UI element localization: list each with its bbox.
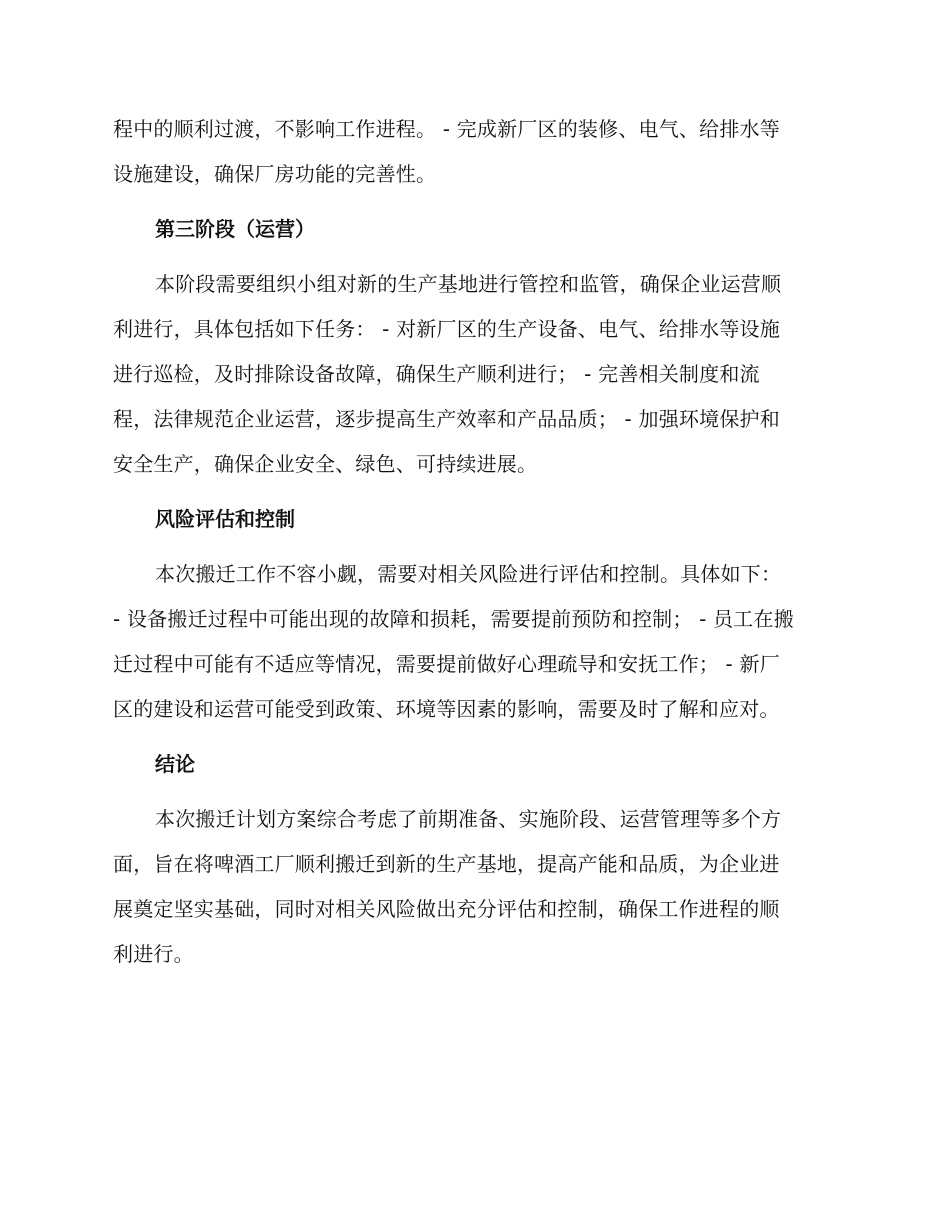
heading-conclusion: 结论 (155, 752, 195, 776)
text-line: 迁过程中可能有不适应等情况，需要提前做好心理疏导和安抚工作； - 新厂 (113, 652, 780, 676)
text-line: - 设备搬迁过程中可能出现的故障和损耗，需要提前预防和控制； - 员工在搬 (113, 607, 794, 631)
paragraph-risk-assessment (113, 552, 839, 732)
text-line: 程中的顺利过渡，不影响工作进程。 - 完成新厂区的装修、电气、给排水等 (113, 117, 780, 141)
paragraph-conclusion (113, 797, 839, 977)
text-line: 面，旨在将啤酒工厂顺利搬迁到新的生产基地，提高产能和品质，为企业进 (113, 852, 780, 876)
text-line: 利进行，具体包括如下任务： - 对新厂区的生产设备、电气、给排水等设施 (113, 317, 780, 341)
heading-phase-three: 第三阶段（运营） (155, 217, 315, 241)
document-page (113, 107, 839, 977)
text-line: 本次搬迁工作不容小觑，需要对相关风险进行评估和控制。具体如下： (155, 562, 782, 586)
text-line: 程，法律规范企业运营，逐步提高生产效率和产品品质； - 加强环境保护和 (113, 407, 780, 431)
text-line: 设施建设，确保厂房功能的完善性。 (113, 162, 437, 186)
text-line: 安全生产，确保企业安全、绿色、可持续进展。 (113, 452, 538, 476)
text-line: 进行巡检，及时排除设备故障，确保生产顺利进行； - 完善相关制度和流 (113, 362, 760, 386)
text-line: 本阶段需要组织小组对新的生产基地进行管控和监管，确保企业运营顺 (155, 272, 782, 296)
text-line: 展奠定坚实基础，同时对相关风险做出充分评估和控制，确保工作进程的顺 (113, 897, 780, 921)
text-line: 区的建设和运营可能受到政策、环境等因素的影响，需要及时了解和应对。 (113, 697, 780, 721)
text-line: 本次搬迁计划方案综合考虑了前期准备、实施阶段、运营管理等多个方 (155, 807, 782, 831)
paragraph-phase2-continuation (113, 107, 839, 197)
text-line: 利进行。 (113, 942, 194, 966)
heading-risk-assessment: 风险评估和控制 (155, 507, 295, 531)
paragraph-phase-three (113, 262, 839, 487)
